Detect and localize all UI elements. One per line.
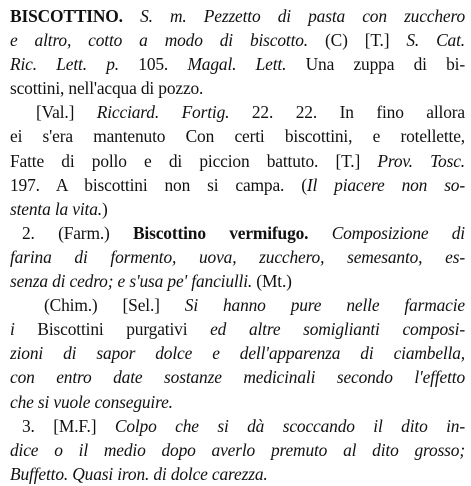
italic-run: stenta la vita. [10,198,102,219]
text-run: ) [101,198,108,219]
italic-run: Ricciard. Fortig. [96,102,230,123]
italic-run: Ric. Lett. p. [10,54,119,75]
text-run: Biscottini purgativi [14,319,211,340]
text-run [123,6,140,26]
text-run: 197. A biscottini non si campa. ( [10,174,307,195]
entry-line [10,317,465,341]
entry-line [10,4,465,28]
italic-run: Si hanno pure nelle farmacie [184,295,465,316]
text-run: scottini, nell'acqua di pozzo. [10,78,204,99]
bold-run: Biscottino vermifugo. [132,222,309,243]
italic-run: Buffetto. Quasi iron. di dolce carezza. [10,463,268,484]
text-run: ei s'era mantenuto Con certi biscottini, e rotellette, [10,126,465,147]
text-run: (Chim.) [Sel.] [44,295,185,316]
italic-run: Colpo che si dà scoccando il dito in- [114,415,465,436]
italic-run: senza di cedro; e s'usa pe' fanciulli. [10,271,253,292]
entry-line [10,365,465,389]
text-run: 3. [M.F.] [22,415,115,436]
entry-line [10,149,465,173]
entry-line [10,438,465,462]
italic-run: Magal. Lett. [187,54,287,75]
text-run: 105. [118,54,188,75]
entry-line [10,124,465,148]
italic-run: zioni di sapor dolce e dell'apparenza di ciambella, [10,343,465,364]
italic-run: con entro date sostanze medicinali secondo l'effetto [10,367,465,388]
bold-run: BISCOTTINO. [10,6,123,26]
entry-line [10,269,465,293]
italic-run: Composizione di [331,222,465,243]
entry-line [10,414,465,438]
italic-run: dice o il medio dopo averlo premuto al dito grosso; [10,439,465,460]
italic-run: che si vuole conseguire. [10,391,173,412]
entry-line [10,76,465,100]
text-run: Una zuppa di bi- [286,54,465,75]
dictionary-entry [10,4,465,486]
italic-run: e altro, cotto a modo di biscotto. [10,30,309,51]
entry-line [10,173,465,197]
entry-line [10,462,465,486]
text-run: 22. 22. In fino allora [229,102,465,123]
entry-line [10,100,465,124]
italic-run: farina di formento, uova, zucchero, semesanto, es- [10,246,465,267]
text-run: (C) [T.] [308,30,407,51]
text-run: [Val.] [36,102,97,123]
italic-run: ed altre somiglianti composi- [210,319,465,340]
italic-run: Prov. Tosc. [377,150,465,171]
entry-line [10,28,465,52]
entry-line [10,341,465,365]
entry-line [10,52,465,76]
italic-run: S. Cat. [406,30,465,51]
italic-run: S. m. Pezzetto di pasta con zucchero [140,6,465,26]
italic-run: Il piacere non so- [306,174,465,195]
entry-line [10,390,465,414]
text-run: (Mt.) [252,271,292,292]
entry-line [10,197,465,221]
text-run: Fatte di pollo e di piccion battuto. [T.] [10,150,378,171]
text-run: 2. (Farm.) [22,222,133,243]
entry-line [10,245,465,269]
entry-line [10,293,465,317]
italic-run: i [10,319,15,340]
entry-line [10,221,465,245]
text-run [308,223,331,243]
